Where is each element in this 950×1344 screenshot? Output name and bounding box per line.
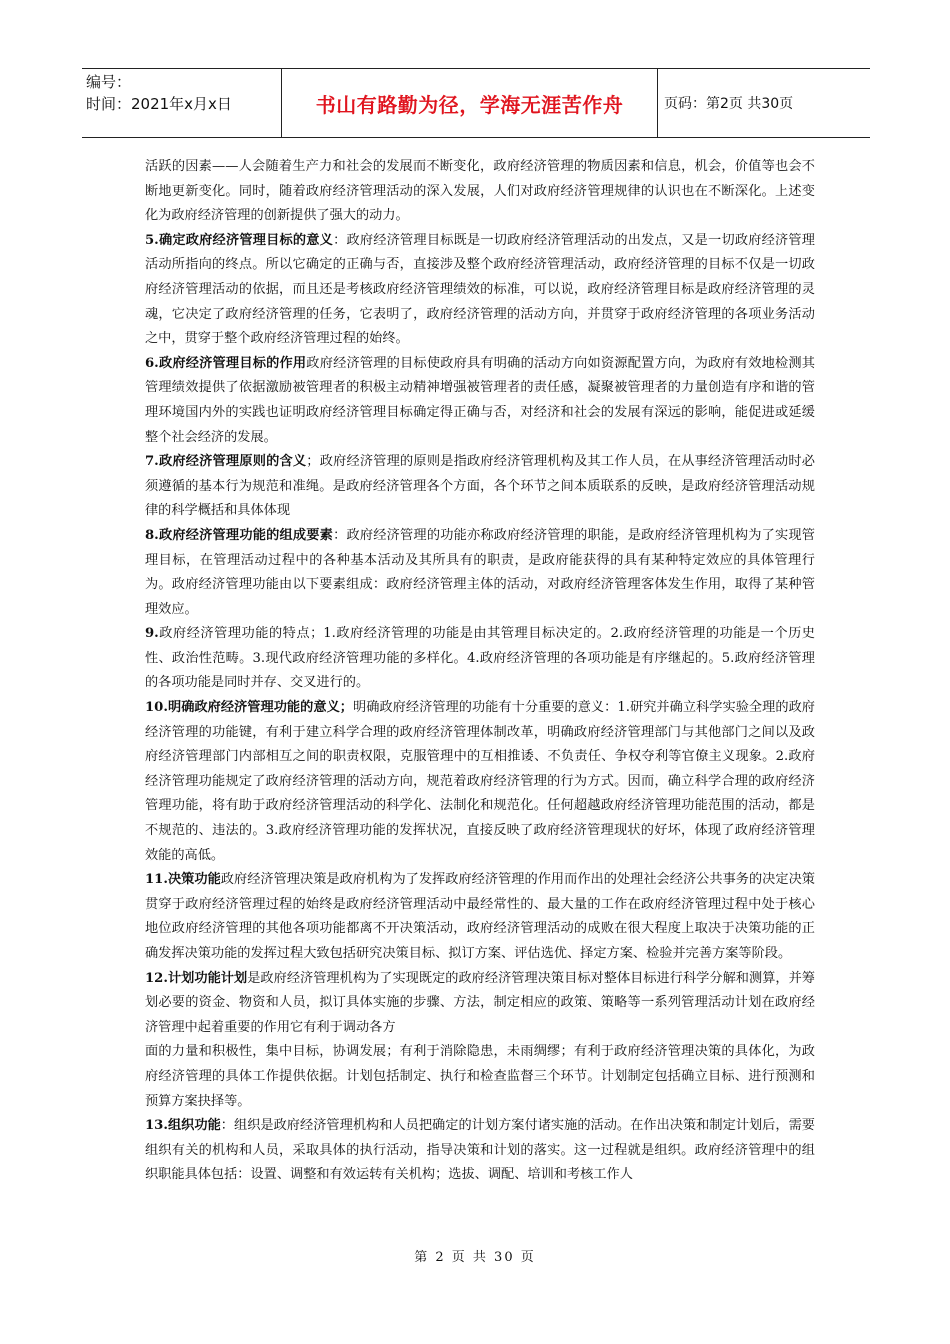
paragraph bbox=[145, 352, 815, 450]
paragraph-text: 政府经济管理决策是政府机构为了发挥政府经济管理的作用而作出的处理社会经济公共事务的决定决策贯穿于政府经济管理过程的始终是政府经济管理活动中最经常性的、最大量的工作在政府经济管理过程中处于核心地位政府经济管理的其他各项功能都离不开决策活动，政府经济管理活动的成败在很大程度上取决于决策功能的正确发挥决策功能的发挥过程大致包括研究决策目标、拟订方案、评估选优、择定方案、检验并完善方案等阶段。 bbox=[145, 872, 815, 961]
paragraph bbox=[145, 1040, 815, 1114]
header-page-info: 页码：第2页 共30页 bbox=[664, 96, 794, 112]
paragraph-text: ：政府经济管理目标既是一切政府经济管理活动的出发点，又是一切政府经济管理活动所指向的终点。所以它确定的正确与否，直接涉及整个政府经济管理活动，政府经济管理的目标不仅是一切政府经济管理活动的依据，而且还是考核政府经济管理绩效的标准，可以说，政府经济管理目标是政府经济管理的灵魂，它决定了政府经济管理的任务，它表明了，政府经济管理的活动方向，并贯穿于政府经济管理的各项业务活动之中，贯穿于整个政府经济管理过程的始终。 bbox=[145, 232, 815, 347]
document-number-label: 编号： bbox=[86, 73, 132, 91]
paragraph-text: 政府经济管理的目标使政府具有明确的活动方向如资源配置方向，为政府有效地检测其管理绩效提供了依据激励被管理者的积极主动精神增强被管理者的责任感，凝聚被管理者的力量创造有序和谐的管理环境国内外的实践也证明政府经济管理目标确定得正确与否，对经济和社会的发展有深远的影响，能促进或延缓整个社会经济的发展。 bbox=[145, 355, 815, 445]
paragraph-lead: 11.决策功能 bbox=[145, 872, 221, 888]
paragraph bbox=[145, 868, 815, 966]
paragraph-text: 是政府经济管理机构为了实现既定的政府经济管理决策目标对整体目标进行科学分解和测算，并筹划必要的资金、物资和人员，拟订具体实施的步骤、方法，制定相应的政策、策略等一系列管理活动计划在政府经济管理中起着重要的作用它有利于调动各方 bbox=[145, 970, 815, 1035]
paragraph-lead: 5.确定政府经济管理目标的意义 bbox=[145, 232, 334, 248]
paragraph bbox=[145, 450, 815, 524]
paragraph-lead: 13.组织功能 bbox=[145, 1118, 221, 1134]
paragraph bbox=[145, 622, 815, 696]
paragraph-text: 政府经济管理功能的特点；1.政府经济管理的功能是由其管理目标决定的。2.政府经济管理的功能是一个历史性、政治性范畴。3.现代政府经济管理功能的多样化。4.政府经济管理的各项功能是有序继起的。5.政府经济管理的各项功能是同时并存、交叉进行的。 bbox=[145, 626, 815, 691]
paragraph bbox=[145, 1114, 815, 1188]
paragraph-lead: 12.计划功能计划 bbox=[145, 970, 248, 986]
document-body bbox=[145, 155, 815, 1188]
paragraph-text: 活跃的因素——人会随着生产力和社会的发展而不断变化，政府经济管理的物质因素和信息，机会，价值等也会不断地更新变化。同时，随着政府经济管理活动的深入发展，人们对政府经济管理规律的认识也在不断深化。上述变化为政府经济管理的创新提供了强大的动力。 bbox=[145, 159, 815, 224]
paragraph-lead: 9. bbox=[145, 626, 159, 642]
paragraph bbox=[145, 696, 815, 868]
paragraph-text: 面的力量和积极性，集中目标，协调发展；有利于消除隐患，未雨绸缪；有利于政府经济管理决策的具体化，为政府经济管理的具体工作提供依据。计划包括制定、执行和检查监督三个环节。计划制定包括确立目标、进行预测和预算方案抉择等。 bbox=[145, 1044, 815, 1109]
paragraph-text: 明确政府经济管理的功能有十分重要的意义：1.研究并确立科学实验全理的政府经济管理的功能键，有利于建立科学合理的政府经济管理体制改革，明确政府经济管理部门与其他部门之间以及政府经济管理部门内部相互之间的职责权限，克服管理中的互相推诿、不负责任、争权夺利等官僚主义现象。2.政府经济管理功能规定了政府经济管理的活动方向，规范着政府经济管理的行为方式。因而，确立科学合理的政府经济管理功能，将有助于政府经济管理活动的科学化、法制化和规范化。任何超越政府经济管理功能范围的活动，都是不规范的、违法的。3.政府经济管理功能的发挥状况，直接反映了政府经济管理现状的好坏，体现了政府经济管理效能的高低。 bbox=[145, 700, 815, 863]
paragraph-text: ：组织是政府经济管理机构和人员把确定的计划方案付诸实施的活动。在作出决策和制定计划后，需要组织有关的机构和人员，采取具体的执行活动，指导决策和计划的落实。这一过程就是组织。政府经济管理中的组织职能具体包括：设置、调整和有效运转有关机构；选拔、调配、培训和考核工作人 bbox=[145, 1118, 815, 1183]
paragraph-lead: 10.明确政府经济管理功能的意义； bbox=[145, 700, 353, 716]
paragraph bbox=[145, 155, 815, 229]
document-date: 时间：2021年x月x日 bbox=[86, 95, 232, 113]
paragraph bbox=[145, 524, 815, 622]
header-motto: 书山有路勤为径，学海无涯苦作舟 bbox=[282, 69, 658, 137]
paragraph bbox=[145, 229, 815, 352]
paragraph-lead: 6.政府经济管理目标的作用 bbox=[145, 355, 307, 371]
paragraph-text: ；政府经济管理的原则是指政府经济管理机构及其工作人员，在从事经济管理活动时必须遵循的基本行为规范和准绳。是政府经济管理各个方面，各个环节之间本质联系的反映，是政府经济管理活动规律的科学概括和具体体现 bbox=[145, 454, 815, 519]
paragraph bbox=[145, 967, 815, 1041]
page-footer: 第 2 页 共 30 页 bbox=[414, 1250, 536, 1265]
paragraph-text: ：政府经济管理的功能亦称政府经济管理的职能，是政府经济管理机构为了实现管理目标，在管理活动过程中的各种基本活动及其所具有的职责，是政府能获得的具有某种特定效应的具体管理行为。政府经济管理功能由以下要素组成：政府经济管理主体的活动，对政府经济管理客体发生作用，取得了某种管理效应。 bbox=[145, 527, 815, 617]
paragraph-lead: 8.政府经济管理功能的组成要素 bbox=[145, 527, 334, 543]
header-meta bbox=[82, 69, 282, 137]
paragraph-lead: 7.政府经济管理原则的含义 bbox=[145, 454, 307, 470]
page-header bbox=[82, 68, 870, 138]
